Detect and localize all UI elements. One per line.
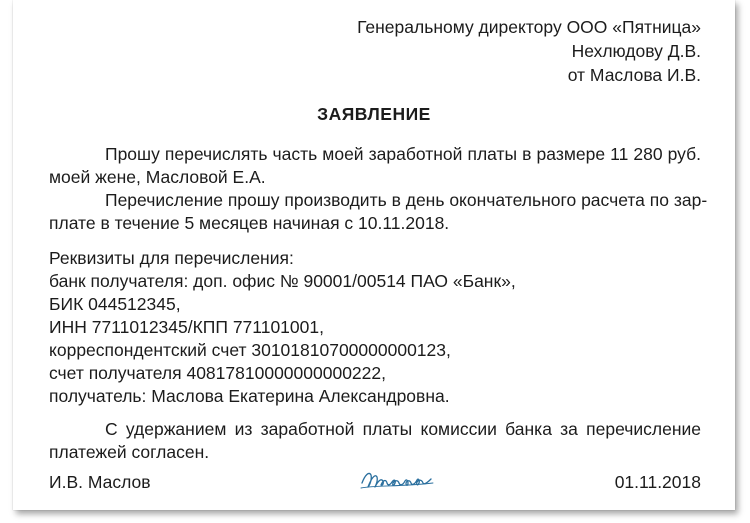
paragraph-2-line-1: Перечисление прошу производить в день окончательного расчета по зар- xyxy=(105,190,708,210)
requisites-recipient: получатель: Маслова Екатерина Александровна. xyxy=(49,386,450,406)
signer-name: И.В. Маслов xyxy=(49,472,151,492)
signature-date: 01.11.2018 xyxy=(614,472,701,492)
addressee-name: Нехлюдову Д.В. xyxy=(571,41,701,61)
requisites-heading: Реквизиты для перечисления: xyxy=(49,248,294,268)
paragraph-1-line-1: Прошу перечислять часть моей заработной платы в размере 11 280 руб. xyxy=(105,144,701,164)
document-title: ЗАЯВЛЕНИЕ xyxy=(317,104,431,124)
addressee-line: Генеральному директору ООО «Пятница» xyxy=(357,17,701,37)
consent-line-2: платежей согласен. xyxy=(49,442,210,462)
document-page xyxy=(13,0,735,510)
consent-line-1: С удержанием из заработной платы комиссии банка за перечисление xyxy=(105,419,701,439)
paragraph-2-line-2: плате в течение 5 месяцев начиная с 10.11.2018. xyxy=(49,213,450,233)
requisites-inn: ИНН 7711012345/КПП 771101001, xyxy=(49,317,324,337)
paragraph-1-line-2: моей жене, Масловой Е.А. xyxy=(49,167,266,187)
requisites-account: счет получателя 40817810000000000222, xyxy=(49,363,386,383)
requisites-bank: банк получателя: доп. офис № 90001/00514 ПАО «Банк», xyxy=(49,271,516,291)
sender-line: от Маслова И.В. xyxy=(567,65,701,85)
requisites-bik: БИК 044512345, xyxy=(49,294,181,314)
handwritten-signature xyxy=(359,463,437,495)
requisites-corr-account: корреспондентский счет 30101810700000000123, xyxy=(49,340,451,360)
